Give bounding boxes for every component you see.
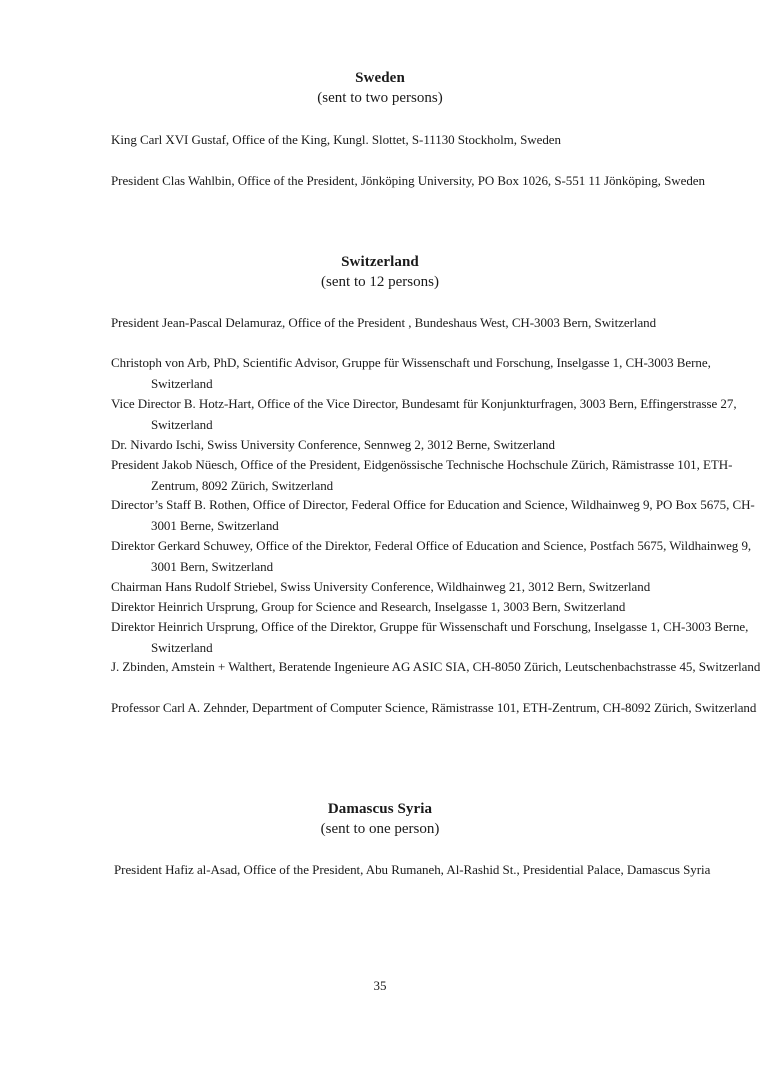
- address-entry: Chairman Hans Rudolf Striebel, Swiss University Conference, Wildhainweg 21, 3012 Bern, Switzerland: [111, 579, 651, 594]
- section-title: Sweden: [355, 70, 405, 86]
- address-entry: King Carl XVI Gustaf, Office of the King, Kungl. Slottet, S-11130 Stockholm, Sweden: [111, 132, 561, 147]
- address-entry: Vice Director B. Hotz-Hart, Office of the Vice Director, Bundesamt für Konjunkturfragen, 3003 Bern, Effingerstrasse 27, Switzerland: [111, 396, 737, 432]
- address-entry: Professor Carl A. Zehnder, Department of Computer Science, Rämistrasse 101, ETH-Zentrum, CH-8092 Zürich, Switzerland: [111, 700, 757, 715]
- section-heading-syria: [0, 799, 760, 839]
- section-heading-switzerland: [0, 252, 760, 292]
- page-number: 35: [373, 978, 387, 993]
- section-subtitle: (sent to one person): [320, 821, 440, 837]
- section-subtitle: (sent to 12 persons): [321, 274, 439, 290]
- address-entry: Direktor Heinrich Ursprung, Office of the Direktor, Gruppe für Wissenschaft und Forschung, Inselgasse 1, CH-3003 Berne, Switzerland: [111, 619, 749, 655]
- address-entry: J. Zbinden, Amstein + Walthert, Beratende Ingenieure AG ASIC SIA, CH-8050 Zürich, Leutschenbachstrasse 45, Switzerland: [111, 659, 760, 674]
- section-subtitle: (sent to two persons): [317, 90, 443, 106]
- section-heading-sweden: [0, 68, 760, 108]
- address-entry: Christoph von Arb, PhD, Scientific Advisor, Gruppe für Wissenschaft und Forschung, Inselgasse 1, CH-3003 Berne, Switzerland: [111, 355, 711, 391]
- address-entry: Direktor Heinrich Ursprung, Group for Science and Research, Inselgasse 1, 3003 Bern, Switzerland: [111, 599, 626, 614]
- address-entry: President Clas Wahlbin, Office of the President, Jönköping University, PO Box 1026, S-551 11 Jönköping, Sweden: [111, 173, 705, 188]
- address-entry: Direktor Gerkard Schuwey, Office of the Direktor, Federal Office of Education and Science, Postfach 5675, Wildhainweg 9, 3001 Bern, Switzerland: [111, 538, 752, 574]
- address-entry: President Hafiz al-Asad, Office of the President, Abu Rumaneh, Al-Rashid St., Presidential Palace, Damascus Syria: [114, 862, 711, 877]
- section-title: Damascus Syria: [327, 801, 433, 817]
- address-entry: Dr. Nivardo Ischi, Swiss University Conference, Sennweg 2, 3012 Berne, Switzerland: [111, 437, 555, 452]
- address-entry: President Jean-Pascal Delamuraz, Office of the President , Bundeshaus West, CH-3003 Bern, Switzerland: [111, 315, 657, 330]
- section-title: Switzerland: [341, 254, 419, 270]
- address-entry: President Jakob Nüesch, Office of the President, Eidgenössische Technische Hochschule Zürich, Rämistrasse 101, ETH-Zentrum, 8092 Zürich, Switzerland: [111, 457, 733, 493]
- address-entry: Director’s Staff B. Rothen, Office of Director, Federal Office for Education and Science, Wildhainweg 9, PO Box 5675, CH-3001 Berne, Switzerland: [111, 497, 755, 533]
